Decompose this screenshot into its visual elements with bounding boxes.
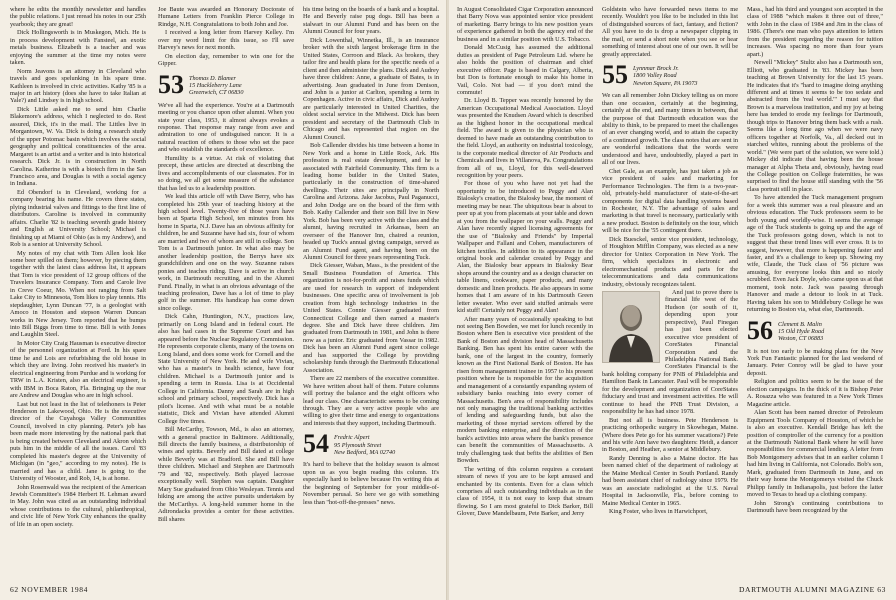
paragraph: Dick Hollingsworth is in Muskegon, Mich. He is in process development with Fansteel, an exotic metals business. Elizabeth is a teacher and was enjoying the summer at the time my notes were taken.	[10, 29, 146, 67]
paragraph: We can all remember John Dickey telling us on more than one occasion, certainly at the beginning, certainly at the end, and many times in between, that the purpose of that Dartmouth education was the ability to think, to be prepared to meet the challenges of an ever changing world, and to attain the capacity of a continued growth. The class notes that are sent in are wonderful indications that the words were understood and have, undoubtedly, played a part in all of our lives.	[602, 92, 738, 167]
paragraph: Chet Gale, as an example, has just taken a job as vice president of sales and marketing for Performance Technologies. The firm is a two-year-old, privately-held manufacturer of state-of-the-art components for digital data handling systems based in Rochester, N.Y. The advantage of sales and marketing is that travel is necessary, particularly with a new product. Boston is definitely on the tour, which will be nice for the '55 contingent there.	[602, 167, 738, 235]
class-secretary-address	[334, 432, 395, 456]
paragraph: Last but not least in the list of telethoners is Peter Henderson in Lakewood, Ohio. He is the executive director of the Cuyahoga Valley Communities Council, involved in city planning. Peter's job has been made more interesting by the national park that is being created between Cleveland and Akron which puts him in the middle of all the issues. Carol '83 completed his master's degree at the University of Michigan (in "geo," according to my notes). He is married and has a child. Jane is going to the University of Wooster, and Rob, 14, is at home.	[10, 400, 146, 483]
secretary-name: Lynnmar Brock Jr.	[633, 65, 679, 73]
address-line-2: 95 Plymouth Street	[334, 441, 382, 449]
right-column-3	[747, 6, 883, 516]
address-line-2: 15 Huckleberry Lane	[189, 81, 242, 89]
paragraph: Donald McCusig has assumed the additional duties as president of Page Petroleum Ltd. where he also holds the position of chairman and chief executive officer. Page is based in Calgary, Alberta, but Don is fortunate enough to make his home in Vail, Colo. Not bad — if you don't mind the commute!	[457, 44, 593, 96]
left-page	[0, 0, 447, 600]
class-number: 55	[602, 60, 628, 90]
col2-bottom-text	[158, 102, 294, 523]
paragraph: Religion and politics seem to be the issue of the election campaigns. In the thick of it is Bishop Peter A. Rosazza who was featured in a New York Times Magazine article.	[747, 378, 883, 408]
secretary-name: Thomas D. Blamer	[189, 74, 236, 82]
paragraph: Dick Giesser, Waban, Mass., is the president of the Small Business Foundation of America. This organization is not-for-profit and raises funds which are used for research in support of independent businesses. One specific area of involvement is job creation from high technology industries in the United States. Connie Giesser graduated from Connecticut College and then earned a master's degree. She and Dick have three children. Jim graduated from Dartmouth in 1981, and John is there now as a junior. Eric graduated from Vassar in 1982. Dick has been an Alumni Fund agent since college and has supported the College by providing scholarship funds through the Dartmouth Educational Association.	[303, 262, 439, 374]
class-header-53	[158, 69, 294, 99]
paragraph: My notes of my chat with Tom Allen look like some beer spilled on them; however, by piecing them together with the latest class address list, it appears that Tom is vice president of 12 group offices of the Travelers Insurance Company. Tom and Carole live in Creve Coeur, Mo. When not ranging from Salt Lake City to Minnesota, Tom likes to play tennis. His stepdaughter, Lynn Duncan '77, is a geologist with Amoco in Houston and stepson Warren Duncan works in New Jersey. Tom reported that he bumps into Bill Biggs from time to time. Bill is with Jones and Laughlin Steel.	[10, 249, 146, 339]
address-line-3: Weston, CT 06883	[778, 334, 824, 342]
address-line-2: 15 Old Hyde Road	[778, 327, 825, 335]
col2-mid-text	[602, 92, 738, 515]
paragraph: It is not too early to be making plans for the New York Fun Fantastic planned for the last weekend of January. Peter Conroy will be glad to have your deposit.	[747, 347, 883, 377]
page-folio-left: 62 NOVEMBER 1984	[10, 585, 88, 594]
address-line-3: New Bedford, MA 02740	[334, 448, 396, 456]
portrait-photo-icon	[602, 291, 660, 363]
col3-top-text	[303, 6, 439, 427]
paragraph: To have attended the Tuck management program for a week this summer was a real pleasure and an obvious education. The Tuck professors seem to be both young and worldly-wise. It seems the average age of the Tuck students is going up and the age of the Tuck professors going down, which is not to suggest that these trend lines will ever cross. It is to suggest, however, that more is happening faster and faster, and it's a challenge to keep up. Showing my wife, Claude, the Tuck class of '56 picture was amusing, for everyone looks thin and so nicely scrubbed. Even Jack Doyle, who came upon us at that moment, took note. Jack was passing through Hanover and made a detour to look in at Tuck. Having taken his son to Middlebury College he was returning to Boston via, what else, Dartmouth.	[747, 194, 883, 314]
left-column-1	[10, 6, 146, 529]
paragraph: Humility is a virtue. At risk of violating that precept, these articles are directed at describing the lives and accomplishments of our classmates. For in so doing, we all get some measure of the substance that has led us to a leadership position.	[158, 154, 294, 192]
paragraph: And just to prove there is financial life west of the Hudson (or south of it, depending upon your perspective), Paul Finegan has just been elected executive vice president of CoreStates Financial Corporation and the Philadelphia National Bank. CoreStates Financial is the bank holding company for PNB of Philadelphia and Hamilton Bank in Lancaster. Paul will be responsible for the development and organization of CoreStates fiduciary and trust and investment activities. He will continue to head the PNB Trust Division, a responsibility he has had since 1978.	[602, 288, 738, 416]
paragraph: We've all had the experience. You're at a Dartmouth meeting or you chance upon other alumni. When you state your class, 1953, it almost always evokes a response. That response may range from awe and admiration to one of undisguised rancor. It is a natural reaction of others to those who set the pace and who establish the standards of excellence.	[158, 101, 294, 154]
class-secretary-address	[778, 319, 824, 343]
address-line-3: Greenwich, CT 06830	[189, 89, 244, 97]
class-number: 54	[303, 429, 329, 459]
paragraph: But not all is business. Pete Henderson is practicing orthopedic surgery in Skowhegan, Maine. (Where does Pete go for his summer vacations?) Pete and his wife Ann have two daughters: Heidi, a dancer in Boston, and Heather, a senior at Middlebury.	[602, 416, 738, 454]
address-line-3: Newton Square, PA 19073	[633, 79, 698, 87]
paragraph: On election day, remember to win one for the Gipper.	[158, 52, 294, 68]
class-header-54	[303, 429, 439, 459]
page-folio-right: DARTMOUTH ALUMNI MAGAZINE 63	[739, 585, 886, 594]
paragraph: Norm Jeavons is an attorney in Cleveland who travels and goes spelunking in his spare time. Kathleen is involved in civic activities. Kathy '85 is a major in art history (does she have to take Italian at Yale?) and Lindsey is in high school.	[10, 67, 146, 105]
paragraph: We lead this article off with Dave Berry, who has completed his 29th year of teaching history at the high school level. Twenty-five of those years have been at Sparta High School, ten minutes from his home in Sparta, N.J. Dave has an obvious affinity for children, he and Suzanne have had six, four of whom are married and two of whom are still in college. Son Tom is a Dartmouth junior. In what also may be another leadership position, the Berrys have six grandchildren and one on the way. Suzanne raises ponies and teaches riding. Dave is active in church work, in Dartmouth recruiting, and in the Alumni Fund. Finally, in what is an obvious advantage of the teaching profession, Dave has a lot of time to play golf in the summer. His handicap has come down since college.	[158, 193, 294, 312]
paragraph: King Foster, who lives in Harwichport,	[609, 508, 708, 516]
paragraph: I received a long letter from Harvey Kelley. I'm over my word limit for this issue, so I'll save Harvey's news for next month.	[158, 29, 294, 52]
paragraph: Bob Callender divides his time between a home in New York and a home in Little Rock, Ark. His profession is real estate development, and he is associated with Fairfield Community. This firm is a leading home builder in the United States, particularly in the construction of time-shared dwellings. Their sites are principally in North Carolina and Arizona. Jake Jacobus, Paul Paganucci, and John Dodge are on the board of the firm with Bob. Kathy Callender and their son Bill live in New York. Bob has been very active with the class and the alumni, having recruited in Arkansas, been an overseer of the Hanover Inn, chaired a reunion, headed up Tuck's annual giving campaign, served as an Alumni Fund agent, and having been on the Alumni Council for three years representing Tuck.	[303, 142, 439, 261]
paragraph: Dr. Lloyd B. Tepper was recently honored by the American Occupational Medical Association. Lloyd was presented the Knudsen Award which is described as the highest honor in the occupational medical field. The award is given to the physician who is deemed to have made an outstanding contribution to the field. Lloyd, an authority on industrial toxicology, is the corporate medical director of Air Products and Chemicals and lives in Villanova, Pa. Congratulations from all of us, Lloyd, for this well-deserved recognition by your peers.	[457, 97, 593, 179]
paragraph: Mass., had his third and youngest son accepted in the class of 1988 "which makes it three out of three," with John in the class of 1984 and Jim in the class of 1986. (There's one man who pays attention to letters from the president regarding the reason for tuition increases. Was spacing no more than four years apart.)	[747, 6, 883, 58]
col3-bottom-text	[303, 461, 439, 506]
class-secretary-address	[189, 73, 243, 97]
class-header-56	[747, 315, 883, 345]
left-column-3	[303, 6, 439, 507]
class-number: 56	[747, 315, 773, 345]
class-header-55	[602, 60, 738, 90]
paragraph: Dick Cahn, Huntington, N.Y., practices law, primarily on Long Island and in federal court. He also has had cases in the Supreme Court and has appeared before the Nuclear Regulatory Commission. He represents corporate clients, many of the towns on Long Island, and does some work for Cornell and the State University of New York. He and wife Vivian, who has a master's in health science, have four children. Michael is a Dartmouth junior and is spending a term in Russia. Lisa is at Occidental College in California. Danny and Sarah are in high school and primary school, respectively. Dick has a pilot's license. And with what must be a notable statistic, Dick and Vivian have attended Alumni College five times.	[158, 313, 294, 425]
right-column-2	[602, 6, 738, 517]
paragraph: Joe Baute was awarded an Honorary Doctorate of Humane Letters from Franklin Pierce College in Rindge, N.H. Congratulations to both John and Joe.	[158, 6, 294, 28]
paragraph: In Motor City Craig Hausman is executive director of the personnel organization at Ford. In his spare time he and Lois are refurbishing the old house in which they are living. John received his master's in electrical engineering from Purdue and is working for TRW in L.A. Kristen, also an electrical engineer, is with IBM in Boca Raton, Fla. Bringing up the rear are Andrew and Douglas who are in high school.	[10, 339, 146, 400]
paragraph: John Strong's continuing contributions to Dartmouth have been recognized by the	[747, 499, 883, 515]
right-column-1	[457, 6, 593, 519]
paragraph: his time being on the boards of a bank and a hospital. He and Beverly raise pug dogs. Bill has been a stalwart in our Alumni Fund and has been on the Alumni Council for four years.	[303, 6, 439, 36]
paragraph: Newell "Mickey" Stultz also has a Dartmouth son, Elliott, who graduated in '83. Mickey has been teaching at Brown University for the last 15 years. He indicates that it's "hard to imagine doing anything different and at times it seems to be too sedate and abstracted from the 'real world.'" I must say that Brown is a marvelous institution, and my joy at being here has tended to erode my feelings for Dartmouth, though trips to Hanover bring them back with a rush. Seems like a long time ago when we were navy officers together at Norfolk, Va., all decked out in starched whites, running about the problems of the world." (We were part of the solution, we were told.) Mickey did indicate that having been the house manager at Alpha Theta and, obviously, having read the College position on College fraternities, he was surprised to find the house still standing with the '56 class portrait still in place.	[747, 59, 883, 193]
paragraph: Dick Buesckel, senior vice president, technology, of Houghton Mifflin Company, was elected as a new director for Unitex Corporation in New York. The firm, which specializes in electronic and electromechanical products and parts for the telecommunications and data communications industry, obviously recognizes talent.	[602, 235, 738, 288]
paragraph: Bill McCarthy, Towson, Md., is also an attorney, with a general practice in Baltimore. Additionally, Bill directs the family business, a distributorship of wines and spirits. Beverly and Bill dated at college while Beverly was at Bradford. She and Bill have three children. Michael and Stephen are Dartmouth '79 and '82, respectively. Both played lacrosse exceptionally well. Stephen was captain. Daughter Mary Sue graduated from Ohio Wesleyan. Tennis and hiking are among the active pursuits undertaken by the McCarthys. A long-held summer home in the Adirondacks provides a center for these activities. Bill shares	[158, 426, 294, 523]
secretary-name: Fredric Alpert	[334, 434, 370, 442]
paragraph: Dick Little asked me to send him Charlie Blakemore's address, which I neglected to do. Rest assured, Dick, it's in the mail. The Littles live in Morgantown, W. Va. Dick is doing a research study of the upper Potomac basin which involves the social geography and political constituencies of the area. Margaret is an artist and a writer and is into historical research. Dick Jr. is in construction in North Carolina. Katherine is with a biotech firm in the San Francisco area, and Douglas is with a social agency in Indiana.	[10, 105, 146, 188]
col2-top-text	[602, 6, 738, 58]
paragraph: Alan Scott has been named director of Petroleum Equipment Tools Company of Houston, of which he is also an executive. Kendall Bridge has left the position of comptroller of the currency for a position at the Dartmouth National Bank where he will have responsibilities for commercial lending. A letter from Bob Montgomery advises that in an earlier column I had him living in California, not Colorado. Bob's son, Mark, graduated from Dartmouth in June, and on their way home the Montgomerys visited the Chuck Philipp family in Indianapolis, just before the latter moved to Texas to head up a clothing company.	[747, 409, 883, 499]
class-secretary-address	[633, 63, 698, 87]
paragraph: John Rosenwald was the recipient of the American Jewish Committee's 1984 Herbert H. Lehman award in May. John was cited as an outstanding individual whose contributions to the cultural, philanthropical, and civic life of New York City enhances the quality of life in an open society.	[10, 483, 146, 528]
paragraph: Goldstein who have forwarded news items to me recently. Wouldn't you like to be included in this list of distinguished sources of fact, fantasy, and fiction? All you have to do is drop a newspaper clipping in the mail, or send a short note when you see or hear something of interest about one of our own. It will be greatly appreciated.	[602, 6, 738, 58]
class-number: 53	[158, 69, 184, 99]
paragraph: where he edits the monthly newsletter and handles the public relations. I just reread his notes in our 25th yearbook; they are great!	[10, 6, 146, 28]
paragraph: The writing of this column requires a constant stream of news if you are to be kept amused and enchanted by its contents. Even for a class which comprises all such outstanding individuals as in the class of 1954, it is not easy to keep that stream flowing. So I am most grateful to Dick Barker, Bill Glover, Dave Mandelbaum, Pete Barker, and Jerry	[457, 465, 593, 518]
address-line-2: 1800 Valley Road	[633, 72, 677, 80]
col3-top-text	[747, 6, 883, 314]
col3-bottom-text	[747, 348, 883, 515]
paragraph: Dick Lowenthal, Winnetka, Ill., is an insurance broker with the sixth largest brokerage firm in the United States, Corroon and Black. As brokers, they tailor fire and health plans for the specific needs of a client and then administer the plans. Dick and Audrey have three children: Anne, a graduate of Bates, is in advertising. Jean graduated in June from Denison, and John is a junior at Carlton, spending a term in Copenhagen. Active in civic affairs, Dick and Audrey are particularly interested in United Charities, the oldest social service in the Midwest. Dick has been president and secretary of the Dartmouth Club in Chicago and has represented that region on the Alumni Council.	[303, 36, 439, 141]
paragraph: It's hard to believe that the holiday season is almost upon us as you begin reading this column. It's especially hard to believe because I'm writing this at the beginning of September for your middle-of-November perusal. So here we go with something less than "hot-off-the-presses" news.	[303, 461, 439, 506]
paragraph: In August Consolidated Cigar Corporation announced that Barry Nova was appointed senior vice president of marketing. Barry brings to his new position years of experience gathered in both the agency end of the business and in a similar position with U.S. Tobacco.	[457, 6, 593, 43]
paragraph: There are 22 members of the executive committee. We have written about half of them. Future columns will portray the balance and the eight officers who lead our class. One characteristic seems to be coming through. They are a very active people who are willing to give their time and energy to organizations and interests that they support, including Dartmouth.	[303, 375, 439, 427]
paragraph: Ed Obendorf is in Cleveland, working for a company bearing his name. He covers three states, plying industrial valves and fittings to the first line of distributors. Caroline is involved in community affairs. Charlie '82 is teaching seventh grade history and English at University School; Michael is finishing up at Miami of Ohio (as is my Andrew), and Rob is a senior at University School.	[10, 188, 146, 249]
paragraph: For those of you who have not yet had the opportunity to be introduced to Peggy and Alan Bialosky's creation, the Bialosky bear, the moment of meeting may be near. The ubiquitous bear is about to peer up at you from placemats at your table and down at you from the wallpaper on your walls. Peggy and Alan have recently signed licensing agreements for the use of "Bialosky and Friends" by Imperial Wallpaper and Fallani and Cohen, manufacturers of kitchen textiles. In addition to its appearance in the original book and calendar created by Peggy and Alan, the Bialosky bear appears in Bialosky Bear shops around the country and as a design character on table linens, cookware, paper products, and many domestic and linen products. He also appears in some homes that I am aware of in his Dartmouth Green letter sweater. Who ever said stuffed animals were kid stuff! Certainly not Peggy and Alan!	[457, 180, 593, 315]
col2-top-text	[158, 6, 294, 68]
right-page	[449, 0, 896, 600]
left-column-2	[158, 6, 294, 524]
secretary-name: Clement B. Malin	[778, 320, 822, 328]
paragraph: Randy Denning is also a Maine doctor. He has been named chief of the department of radiology at the Maine Medical Center in South Portland. Randy had been assistant chief of radiology since 1979. He was an associate radiologist at the U.S. Naval Hospital in Jacksonville, Fla., before coming to Maine Medical Center in 1965.	[602, 454, 738, 507]
paragraph: After many years of occasionally speaking to but not seeing Ben Bowden, we met for lunch recently in Boston where Ben is executive vice president of the Bank of Boston and division head of Massachusetts Banking. Ben has spent his entire career with the bank, one of the largest in the country, formerly known as the First National Bank of Boston. He has risen from management trainee in 1957 to his present position where he is responsible for the acquisition and management of a constantly expanding system of subsidiary banks reaching into every corner of Massachusetts. Ben's area of responsibility includes not only managing the traditional banking activities of lending and safeguarding funds, but also the marketing of those myriad services offered by the modern banking enterprise, and the direction of the bank's activities into areas where the bank's presence can benefit the communities of Massachusetts. A truly challenging task that befits the abilities of Ben Bowden.	[457, 315, 593, 465]
